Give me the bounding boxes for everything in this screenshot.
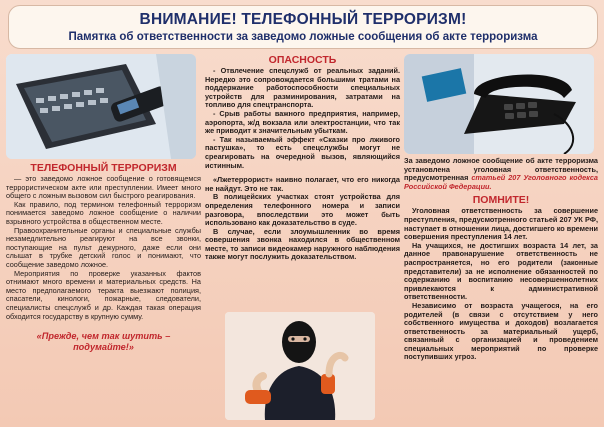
middle-heading: ОПАСНОСТЬ: [268, 54, 337, 66]
middle-column: [205, 54, 400, 418]
middle-text: [205, 176, 400, 262]
danger-item-3: - Так называемый эффект «Сказки про лживого пастушка», то есть спецслужбы могут не среагировать на очередной вызов, являющийся истинным.: [205, 134, 400, 170]
right-paragraph-2: На учащихся, не достигших возраста 14 лет, за данное правонарушение ответственность не распространяется, но его родители (законные представители) за не исполнение обязанностей по содержанию и воспитанию несовершеннолетних привлекаются к административной ответственности.: [404, 240, 598, 302]
left-quote: «Прежде, чем так шутить – подумайте!»: [36, 331, 171, 353]
left-paragraph-3: Правоохранительные органы и специальные службы незамедлительно реагируют на все звонки, поступающие на пульт дежурного, даже если они слышат в трубке детский голос и понимают, что сообщение заведомо ложное.: [6, 225, 201, 269]
left-column: [6, 54, 201, 418]
right-paragraph-3: Независимо от возраста учащегося, на его родителей (в связи с отсутствием у него собственного имущества и доходов) возлагается ответственность за материальный ущерб, связанный с организацией и проведением специальных мероприятий по проверке поступивших угроз.: [404, 300, 598, 362]
poster-title: ВНИМАНИЕ! ТЕЛЕФОННЫЙ ТЕРРОРИЗМ!: [139, 11, 467, 28]
left-paragraph-2: Как правило, под термином телефонный терроризм понимается заведомо ложное сообщение о наличии взрывного устройства в общественном месте.: [6, 199, 201, 226]
right-intro-text: За заведомо ложное сообщение об акте терроризма установлена уголовная ответственность, предусмотренная: [404, 156, 598, 183]
right-intro-article: статьей 207 Уголовного кодекса Российской Федерации.: [404, 173, 598, 191]
middle-paragraph-2: В полицейских участках стоят устройства для определения телефонного номера и записи разговора, впоследствии это может быть использовано как доказательство в суде.: [205, 192, 400, 228]
left-heading: ТЕЛЕФОННЫЙ ТЕРРОРИЗМ: [30, 162, 177, 174]
middle-paragraph-1: «Лжетеррорист» наивно полагает, что его никогда не найдут. Это не так.: [205, 175, 400, 193]
left-paragraph-1: — это заведомо ложное сообщение о готовящемся террористическом акте или преступлении. Имеет много общего с ложным вызовом сил быстрого реагирования.: [6, 174, 201, 201]
right-heading: ПОМНИТЕ!: [472, 194, 530, 207]
left-text: [6, 175, 201, 321]
middle-paragraph-3: В случае, если злоумышленник во время совершения звонка находился в общественном месте, то записи видеокамер наружного наблюдения также могут послужить доказательством.: [205, 226, 400, 262]
right-intro: [404, 157, 598, 191]
right-column: [404, 54, 598, 418]
danger-item-2: - Срыв работы важного предприятия, например, аэропорта, ж/д вокзала или электростанции, что так же приводит к значительным убыткам.: [205, 108, 400, 136]
right-paragraph-1: Уголовная ответственность за совершение преступления, предусмотренного статьей 207 УК РФ, наступает в отношении лица, достигшего ко времени совершения преступления 14 лет.: [404, 206, 598, 242]
poster-subtitle: Памятка об ответственности за заведомо ложные сообщения об акте терроризма: [68, 31, 538, 43]
telephone-photo-icon: [404, 54, 594, 154]
laptop-photo-icon: [6, 54, 196, 159]
right-text: [404, 207, 598, 362]
left-paragraph-4: Мероприятия по проверке указанных фактов отнимают много времени и материальных средств. На место предполагаемого теракта выезжают полиция, спасатели, кинологи, пожарные, следователи, специалисты спецслужб и др. Каждая такая операция обходится государству в крупную сумму.: [6, 268, 201, 321]
danger-item-1: - Отвлечение спецслужб от реальных заданий. Нередко это сопровождается большими тратами на поддержание работоспособности специальных устройств для разминирования, затратами на топливо для спецтранспорта.: [205, 66, 400, 110]
middle-danger-list: [205, 67, 400, 170]
title-banner: [8, 5, 598, 49]
masked-caller-photo-icon: [225, 312, 375, 420]
